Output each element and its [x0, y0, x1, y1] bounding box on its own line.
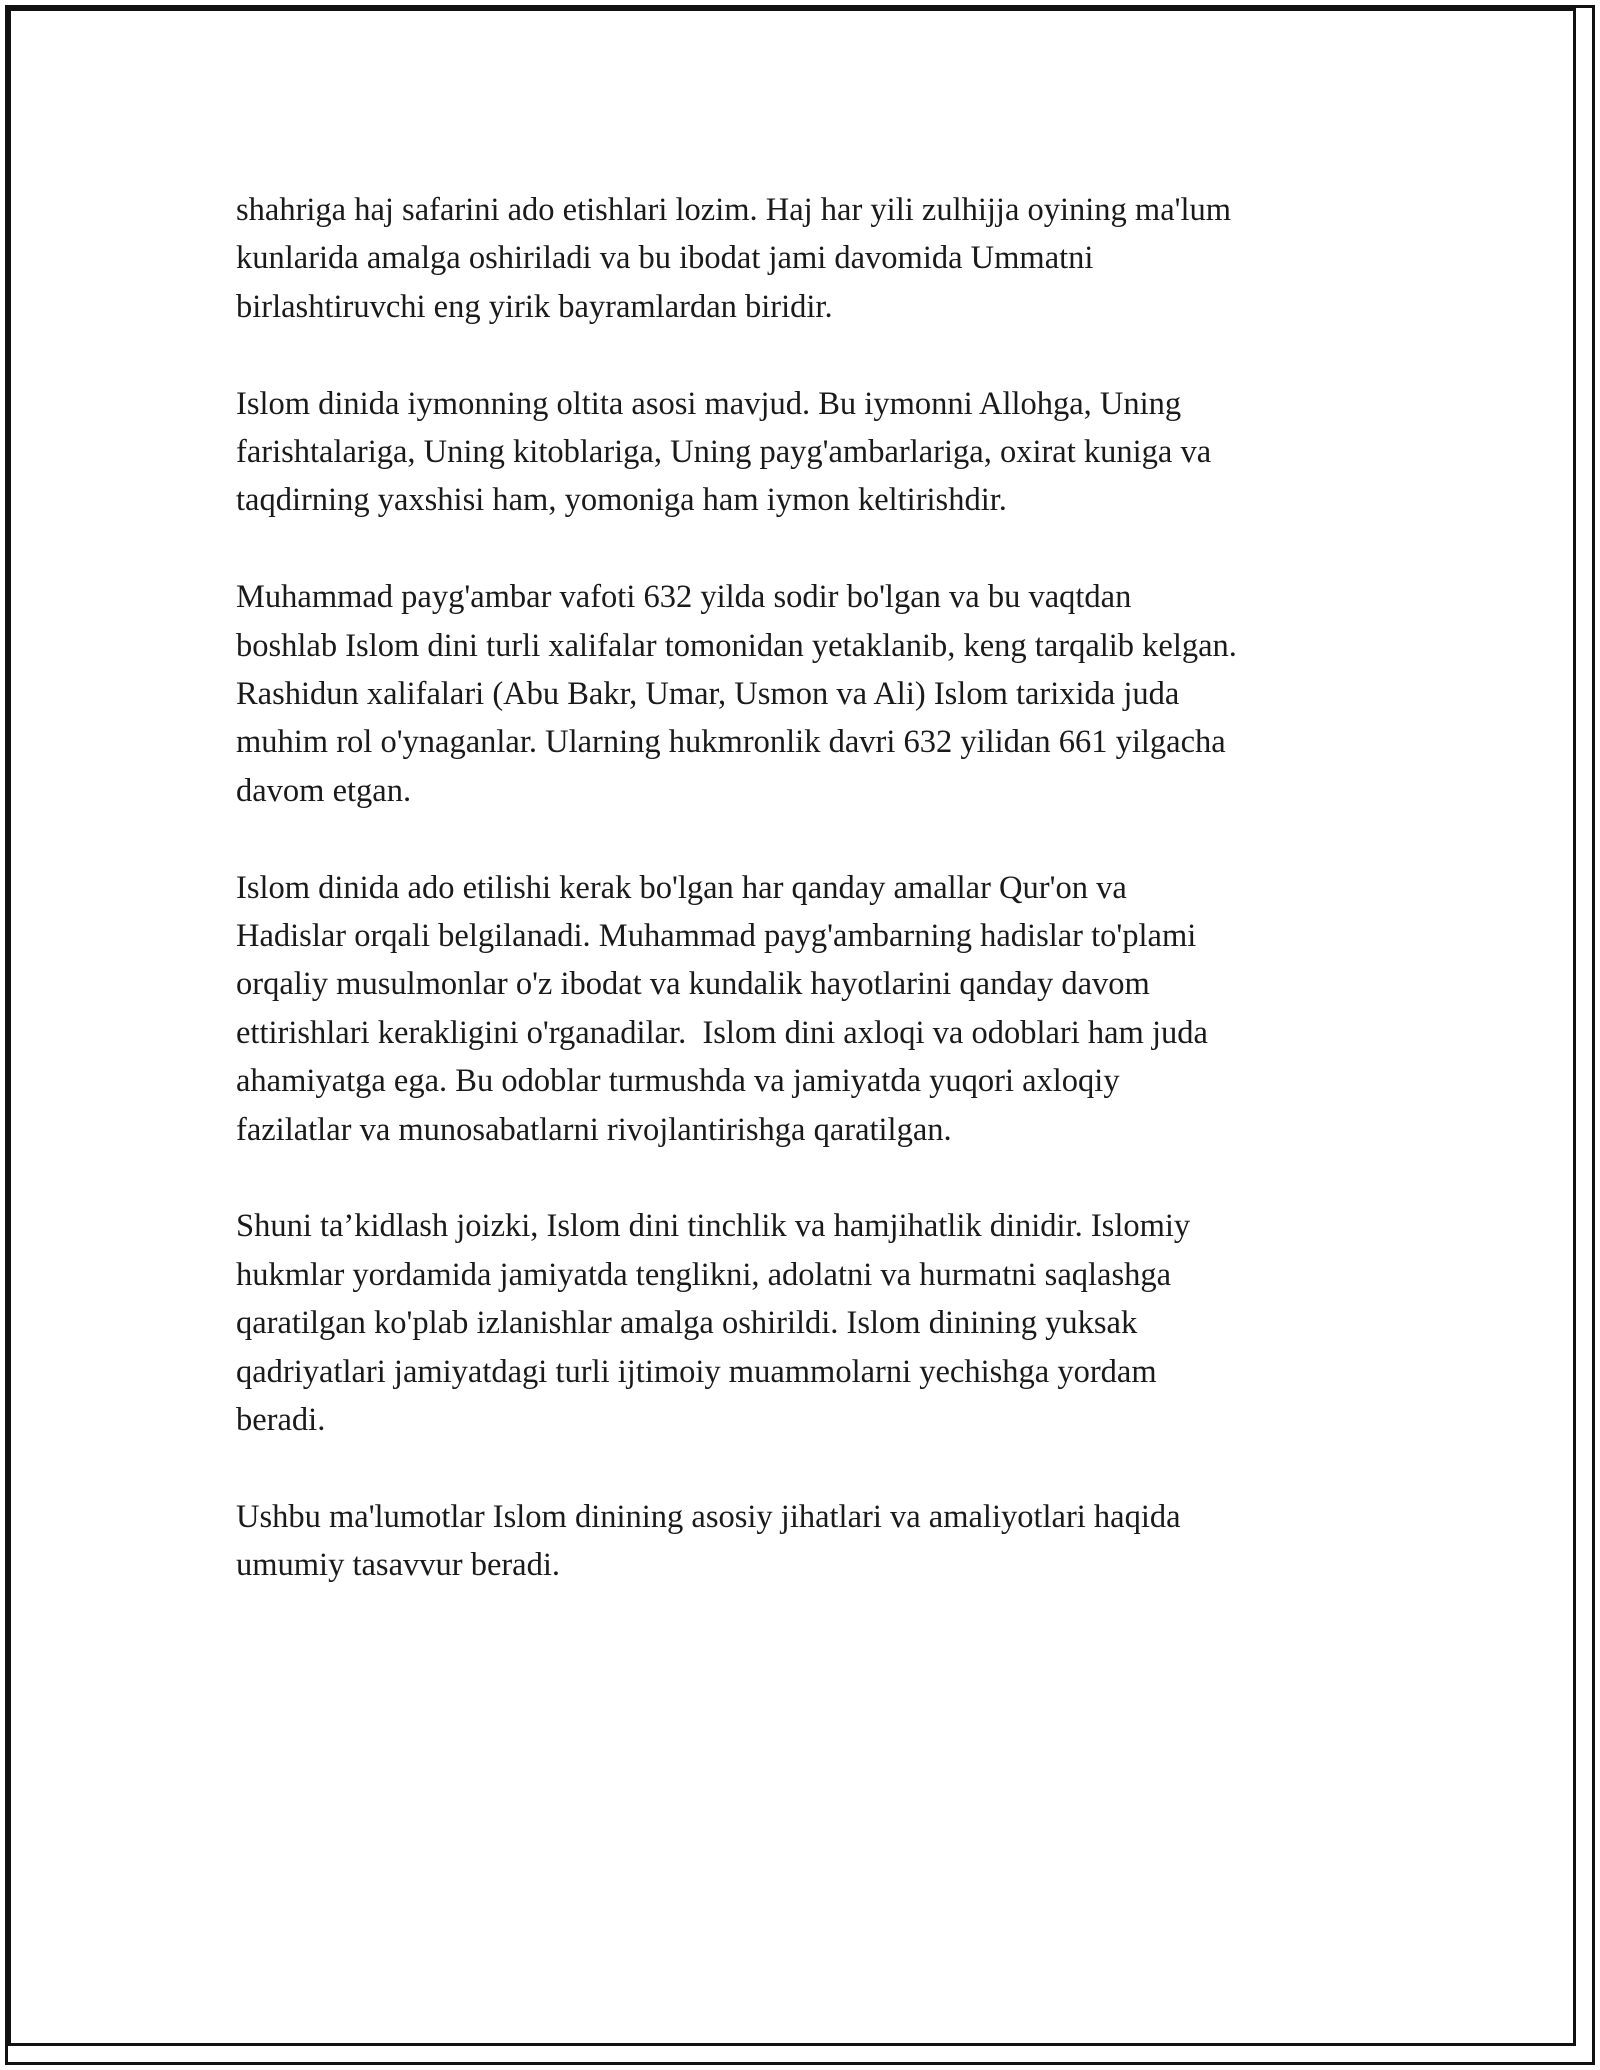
paragraph-history — [236, 573, 1386, 815]
text-line: qaratilgan ko'plab izlanishlar amalga oshirildi. Islom dinining yuksak — [236, 1305, 1138, 1342]
text-line: Hadislar orqali belgilanadi. Muhammad payg'ambarning hadislar to'plami — [236, 918, 1197, 955]
paragraph-iymon — [236, 380, 1386, 525]
text-line: birlashtiruvchi eng yirik bayramlardan biridir. — [236, 288, 833, 325]
paragraph-conclusion — [236, 1493, 1386, 1590]
text-line: muhim rol o'ynaganlar. Ularning hukmronlik davri 632 yilidan 661 yilgacha — [236, 724, 1226, 761]
text-line: ahamiyatga ega. Bu odoblar turmushda va jamiyatda yuqori axloqiy — [236, 1063, 1120, 1100]
text-line: Shuni ta’kidlash joizki, Islom dini tinchlik va hamjihatlik dinidir. Islomiy — [236, 1208, 1191, 1245]
text-line: Islom dinida iymonning oltita asosi mavjud. Bu iymonni Allohga, Uning — [236, 385, 1182, 422]
text-line: qadriyatlari jamiyatdagi turli ijtimoiy muammolarni yechishga yordam — [236, 1353, 1157, 1390]
text-line: orqaliy musulmonlar o'z ibodat va kundalik hayotlarini qanday davom — [236, 966, 1150, 1003]
text-line: umumiy tasavvur beradi. — [236, 1547, 561, 1584]
text-line: farishtalariga, Uning kitoblariga, Uning payg'ambarlariga, oxirat kuniga va — [236, 434, 1212, 471]
text-line: shahriga haj safarini ado etishlari lozim. Haj har yili zulhijja oyining ma'lum — [236, 192, 1232, 228]
text-line: Muhammad payg'ambar vafoti 632 yilda sodir bo'lgan va bu vaqtdan — [236, 579, 1132, 616]
text-line: hukmlar yordamida jamiyatda tenglikni, adolatni va hurmatni saqlashga — [236, 1256, 1172, 1293]
text-line: Rashidun xalifalari (Abu Bakr, Umar, Usmon va Ali) Islom tarixida juda — [236, 676, 1180, 713]
text-line: boshlab Islom dini turli xalifalar tomonidan yetaklanib, keng tarqalib kelgan. — [236, 627, 1237, 664]
text-line: ettirishlari kerakligini o'rganadilar. Islom dini axloqi va odoblari ham juda — [236, 1014, 1208, 1051]
text-line: taqdirning yaxshisi ham, yomoniga ham iymon keltirishdir. — [236, 482, 1007, 519]
text-line: Islom dinida ado etilishi kerak bo'lgan har qanday amallar Qur'on va — [236, 869, 1127, 906]
document-body — [236, 186, 1386, 1638]
paragraph-peace — [236, 1202, 1386, 1444]
paragraph-hajj — [236, 186, 1386, 331]
text-line: davom etgan. — [236, 772, 412, 809]
text-line: kunlarida amalga oshiriladi va bu ibodat jami davomida Ummatni — [236, 240, 1094, 277]
text-line: fazilatlar va munosabatlarni rivojlantirishga qaratilgan. — [236, 1111, 952, 1148]
text-line: Ushbu ma'lumotlar Islom dinining asosiy jihatlari va amaliyotlari haqida — [236, 1498, 1181, 1535]
paragraph-practices — [236, 864, 1386, 1154]
text-line: beradi. — [236, 1402, 326, 1439]
